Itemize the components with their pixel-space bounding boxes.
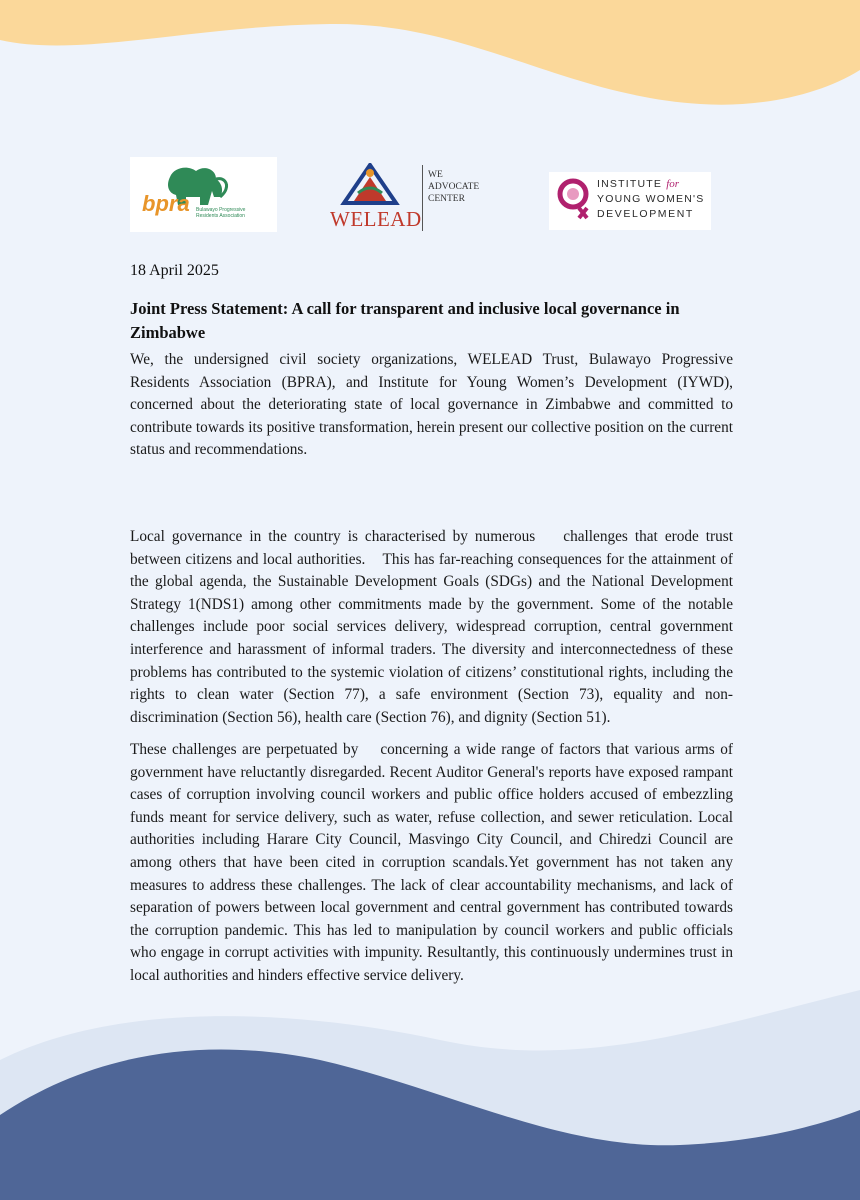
document-title: Joint Press Statement: A call for transparent and inclusive local governance in Zimbabwe [130, 299, 680, 342]
welead-logo [328, 163, 518, 235]
bpra-logo [130, 157, 277, 232]
bpra-mark: bpra [142, 191, 190, 216]
iywd-line-1-script: for [666, 178, 680, 190]
welead-tagline-1: WE [428, 170, 443, 180]
welead-name: WELEAD [330, 207, 422, 231]
welead-tagline-3: CENTER [428, 194, 465, 204]
paragraph-corruption: These challenges are perpetuated by concerning a wide range of factors that various arms of government have reluctantly disregarded. Recent Auditor General's reports have exposed rampant cases of corruption involving council workers and public office holders accused of embezzling funds meant for service delivery, such as water, refuse collection, and sewer reticulation. Local authorities including Harare City Council, Masvingo City Council, and Chiredzi Council are among others that have been cited in corruption scandals.Yet government has not taken any measures to address these challenges. The lack of clear accountability mechanisms, and lack of separation of powers between local government and central government has contributed towards the corruption pandemic. This has led to manipulation by council workers and public officials who engage in corrupt activities with impunity. Resultantly, this continuously undermines trust in local authorities and hinders effective service delivery. [130, 741, 737, 984]
bpra-subtitle: Bulawayo Progressive Residents Association [196, 207, 246, 219]
welead-emblem-icon [340, 163, 400, 207]
welead-divider [422, 165, 423, 231]
document-date: 18 April 2025 [130, 262, 219, 279]
paragraph-challenges: Local governance in the country is characterised by numerous challenges that erode trust between citizens and local authorities. This has far-reaching consequences for the attainment of the global agenda, the Sustainable Development Goals (SDGs) and the National Development Strategy 1(NDS1) among other commitments made by the government. Some of the notable challenges include poor social services delivery, widespread corruption, central government interference and harassment of informal traders. The diversity and interconnectedness of these problems has contributed to the systemic violation of citizens’ constitutional rights, including the rights to clean water (Section 77), a safe environment (Section 73), equality and non-discrimination (Section 56), health care (Section 76), and dignity (Section 51). [130, 528, 737, 726]
welead-tagline-2: ADVOCATE [428, 182, 480, 192]
iywd-line-3: DEVELOPMENT [597, 208, 694, 220]
iywd-line-1-text: INSTITUTE [597, 178, 663, 190]
paragraph-intro: We, the undersigned civil society organizations, WELEAD Trust, Bulawayo Progressive Residents Association (BPRA), and Institute for Young Women’s Development (IYWD), concerned about the deteriorating state of local governance in Zimbabwe and committed to contribute towards its positive transformation, herein present our collective position on the current status and recommendations. [130, 351, 737, 459]
iywd-logo [549, 172, 711, 230]
top-wave [0, 0, 860, 105]
iywd-line-1 [597, 178, 679, 190]
iywd-line-2: YOUNG WOMEN'S [597, 193, 705, 205]
iywd-emblem-icon [553, 176, 595, 226]
